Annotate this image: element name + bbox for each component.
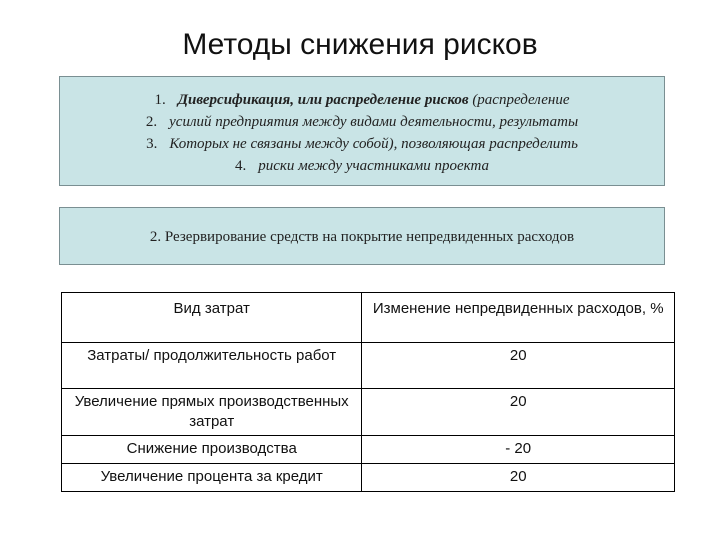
contingency-table <box>61 292 675 492</box>
line-text: усилий предприятия между видами деятельности, результаты <box>169 114 579 130</box>
box1-line-2 <box>60 111 664 133</box>
header-change-percent: Изменение непредвиденных расходов, % <box>362 293 675 343</box>
box1-line-4 <box>60 155 664 177</box>
table-header-row <box>62 293 675 343</box>
line-text: риски между участниками проекта <box>258 158 489 174</box>
cost-type-cell: Снижение производства <box>62 436 362 464</box>
page-title: Методы снижения рисков <box>182 28 538 61</box>
line-text: Которых не связаны между собой), позволяющая распределить <box>169 136 578 152</box>
table-row <box>62 343 675 389</box>
change-percent-cell: 20 <box>362 464 675 492</box>
line-number: 3. <box>146 136 158 152</box>
box1-line-3 <box>60 133 664 155</box>
diversification-box <box>59 76 665 186</box>
cost-type-cell: Увеличение процента за кредит <box>62 464 362 492</box>
box1-line-1 <box>60 89 664 111</box>
line-number: 1. <box>154 92 166 108</box>
diversification-term: Диверсификация, или распределение рисков <box>177 92 469 108</box>
table-row <box>62 436 675 464</box>
reserve-funds-box: 2. Резервирование средств на покрытие непредвиденных расходов <box>59 207 665 265</box>
header-cost-type: Вид затрат <box>62 293 362 343</box>
change-percent-cell: - 20 <box>362 436 675 464</box>
table-row <box>62 464 675 492</box>
line-text: (распределение <box>468 92 570 108</box>
cost-type-cell: Увеличение прямых производственных затрат <box>62 389 362 436</box>
change-percent-cell: 20 <box>362 343 675 389</box>
table-row <box>62 389 675 436</box>
line-number: 4. <box>235 158 247 174</box>
line-number: 2. <box>145 114 158 130</box>
change-percent-cell: 20 <box>362 389 675 436</box>
cost-type-cell: Затраты/ продолжительность работ <box>62 343 362 389</box>
